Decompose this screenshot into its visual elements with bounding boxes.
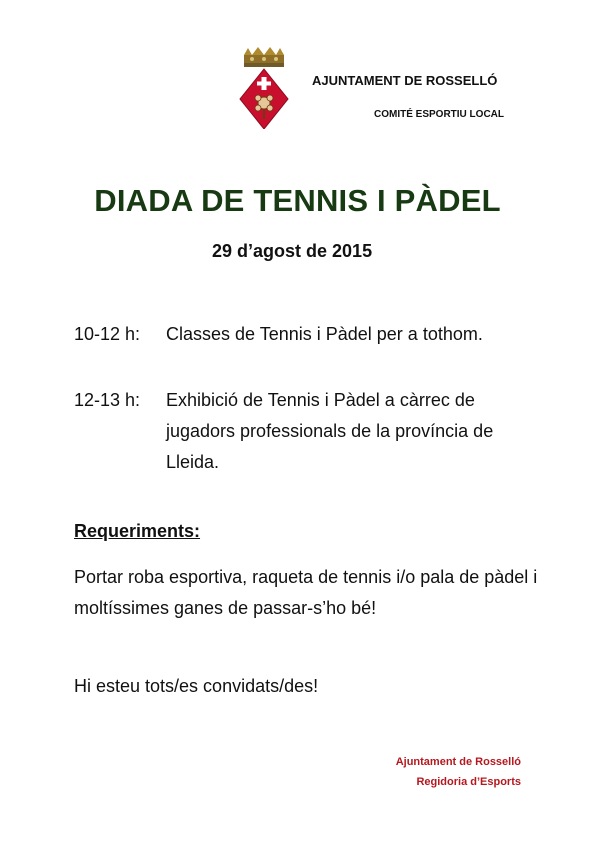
invitation-text: Hi esteu tots/es convidats/des! <box>74 676 319 696</box>
organization-name: AJUNTAMENT DE ROSSELLÓ <box>312 73 498 88</box>
footer-organization: Ajuntament de Rosselló <box>395 756 521 768</box>
requirements-heading: Requeriments: <box>74 521 201 541</box>
footer-department: Regidoria d’Esports <box>416 776 521 788</box>
schedule-time: 12-13 h: <box>74 390 141 410</box>
committee-name: COMITÉ ESPORTIU LOCAL <box>374 109 504 120</box>
event-date: 29 d’agost de 2015 <box>212 241 373 261</box>
schedule-activity: Exhibició de Tennis i Pàdel a càrrec de jugadors professionals de la província de Lleida. <box>166 390 494 472</box>
requirements-text: Portar roba esportiva, raqueta de tennis i/o pala de pàdel i moltíssimes ganes de passar-s’ho bé! <box>74 567 538 618</box>
event-title: DIADA DE TENNIS I PÀDEL <box>94 183 501 218</box>
schedule-activity: Classes de Tennis i Pàdel per a tothom. <box>166 324 483 344</box>
schedule-time: 10-12 h: <box>74 324 141 344</box>
coat-of-arms-icon <box>238 47 290 129</box>
